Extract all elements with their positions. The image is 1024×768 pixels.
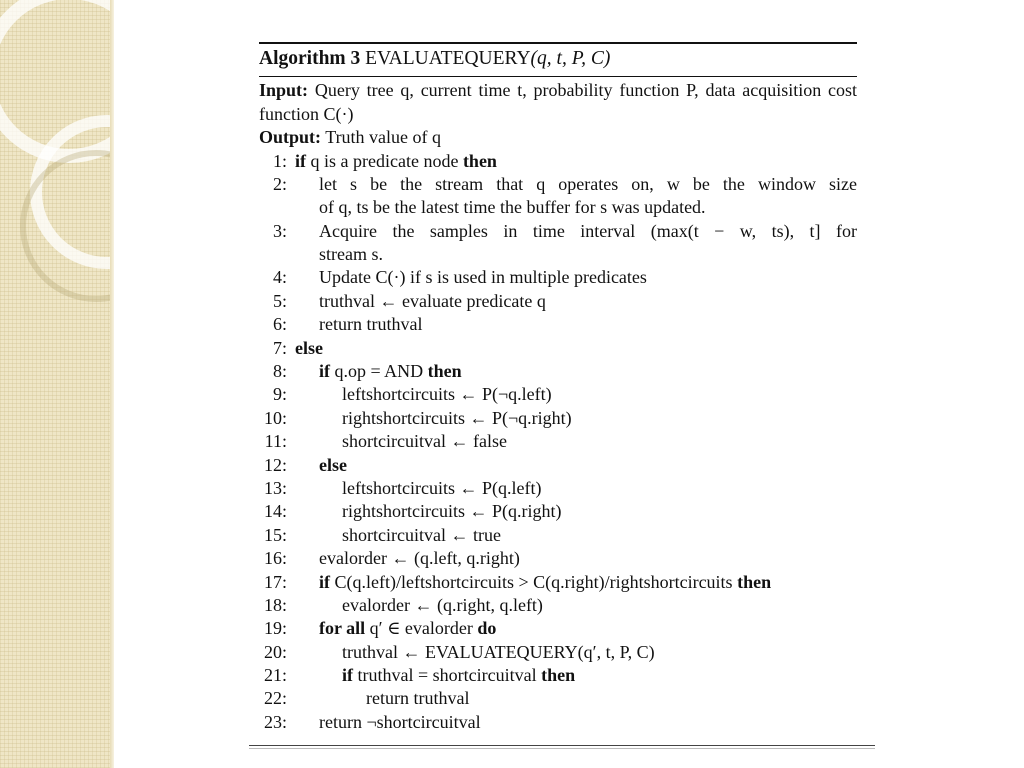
algorithm-label: Algorithm 3 <box>259 48 361 69</box>
line-text: of q, ts be the latest time the buffer for s was updated. <box>319 197 706 218</box>
line-text: evalorder ← (q.right, q.left) <box>342 594 543 615</box>
input-label: Input: <box>259 80 309 100</box>
algorithm-line <box>259 220 857 243</box>
algorithm-line <box>259 383 857 406</box>
algorithm-line <box>259 454 857 477</box>
line-text: for all q′ ∈ evalorder do <box>319 618 497 639</box>
line-text: leftshortcircuits ← P(q.left) <box>342 477 542 498</box>
algorithm-line <box>259 360 857 383</box>
line-number: 20: <box>263 641 287 662</box>
line-number: 8: <box>272 361 287 382</box>
output-spec <box>259 126 857 150</box>
algorithm-line <box>259 594 857 617</box>
algorithm-line <box>259 337 857 360</box>
algorithm-line <box>259 407 857 430</box>
algorithm-line <box>259 571 857 594</box>
line-text: return truthval <box>366 688 470 709</box>
algorithm-line <box>259 313 857 336</box>
line-text: return ¬shortcircuitval <box>319 711 481 732</box>
output-label: Output: <box>259 127 322 147</box>
line-number: 14: <box>263 501 287 522</box>
line-text: if q.op = AND then <box>319 361 462 382</box>
input-spec <box>259 79 857 126</box>
algorithm-args: (q, t, P, C) <box>530 48 611 69</box>
input-text: Query tree q, current time t, probability function P, data acquisition cost function C(·) <box>259 80 858 124</box>
algorithm-line <box>259 430 857 453</box>
line-number: 17: <box>263 571 287 592</box>
algorithm-line <box>259 196 857 219</box>
algorithm-line <box>259 524 857 547</box>
line-text: else <box>295 337 323 358</box>
bottom-rule <box>249 745 875 746</box>
line-text: return truthval <box>319 314 423 335</box>
line-text: let s be the stream that q operates on, w be the window size <box>319 173 857 194</box>
line-number: 7: <box>272 337 287 358</box>
line-text: stream s. <box>319 244 383 265</box>
line-text: Acquire the samples in time interval (max(t − w, ts), t] for <box>319 220 857 241</box>
line-number: 19: <box>263 618 287 639</box>
line-text: leftshortcircuits ← P(¬q.left) <box>342 384 552 405</box>
algorithm-name: EVALUATEQUERY <box>365 48 531 69</box>
line-number: 3: <box>272 220 287 241</box>
line-number: 15: <box>263 524 287 545</box>
line-number: 10: <box>263 407 287 428</box>
line-text: shortcircuitval ← false <box>342 431 507 452</box>
line-number: 9: <box>272 384 287 405</box>
line-text: rightshortcircuits ← P(¬q.right) <box>342 407 572 428</box>
decorative-side-strip <box>0 0 114 768</box>
line-number: 12: <box>263 454 287 475</box>
algorithm-line <box>259 173 857 196</box>
line-text: Update C(·) if s is used in multiple predicates <box>319 267 647 288</box>
line-number: 4: <box>272 267 287 288</box>
line-number: 16: <box>263 548 287 569</box>
line-number: 6: <box>272 314 287 335</box>
algorithm-line <box>259 500 857 523</box>
line-number: 5: <box>272 290 287 311</box>
output-text: Truth value of q <box>325 127 442 147</box>
algorithm-line <box>259 547 857 570</box>
bottom-rule-shadow <box>249 748 875 749</box>
line-text: if C(q.left)/leftshortcircuits > C(q.right)/rightshortcircuits then <box>319 571 772 592</box>
line-number: 18: <box>263 594 287 615</box>
algorithm-line <box>259 266 857 289</box>
algorithm-box <box>259 42 857 734</box>
line-number: 21: <box>263 665 287 686</box>
algorithm-line <box>259 641 857 664</box>
line-text: truthval ← EVALUATEQUERY(q′, t, P, C) <box>342 641 655 662</box>
line-number: 11: <box>264 431 287 452</box>
algorithm-line <box>259 150 857 173</box>
line-text: shortcircuitval ← true <box>342 524 501 545</box>
line-text: truthval ← evaluate predicate q <box>319 290 546 311</box>
algorithm-line <box>259 687 857 710</box>
line-text: evalorder ← (q.left, q.right) <box>319 548 520 569</box>
line-text: else <box>319 454 347 475</box>
line-number: 13: <box>263 477 287 498</box>
algorithm-line <box>259 617 857 640</box>
line-number: 1: <box>272 150 287 171</box>
line-text: if truthval = shortcircuitval then <box>342 665 576 686</box>
algorithm-header <box>259 44 857 76</box>
line-number: 23: <box>263 711 287 732</box>
strip-edge <box>110 0 114 768</box>
algorithm-line <box>259 664 857 687</box>
line-text: rightshortcircuits ← P(q.right) <box>342 501 562 522</box>
algorithm-lines <box>259 150 857 735</box>
line-number: 2: <box>272 173 287 194</box>
algorithm-line <box>259 477 857 500</box>
io-block <box>259 77 857 150</box>
algorithm-line <box>259 290 857 313</box>
line-text: if q is a predicate node then <box>295 150 497 171</box>
algorithm-line <box>259 243 857 266</box>
algorithm-line <box>259 711 857 734</box>
line-number: 22: <box>263 688 287 709</box>
